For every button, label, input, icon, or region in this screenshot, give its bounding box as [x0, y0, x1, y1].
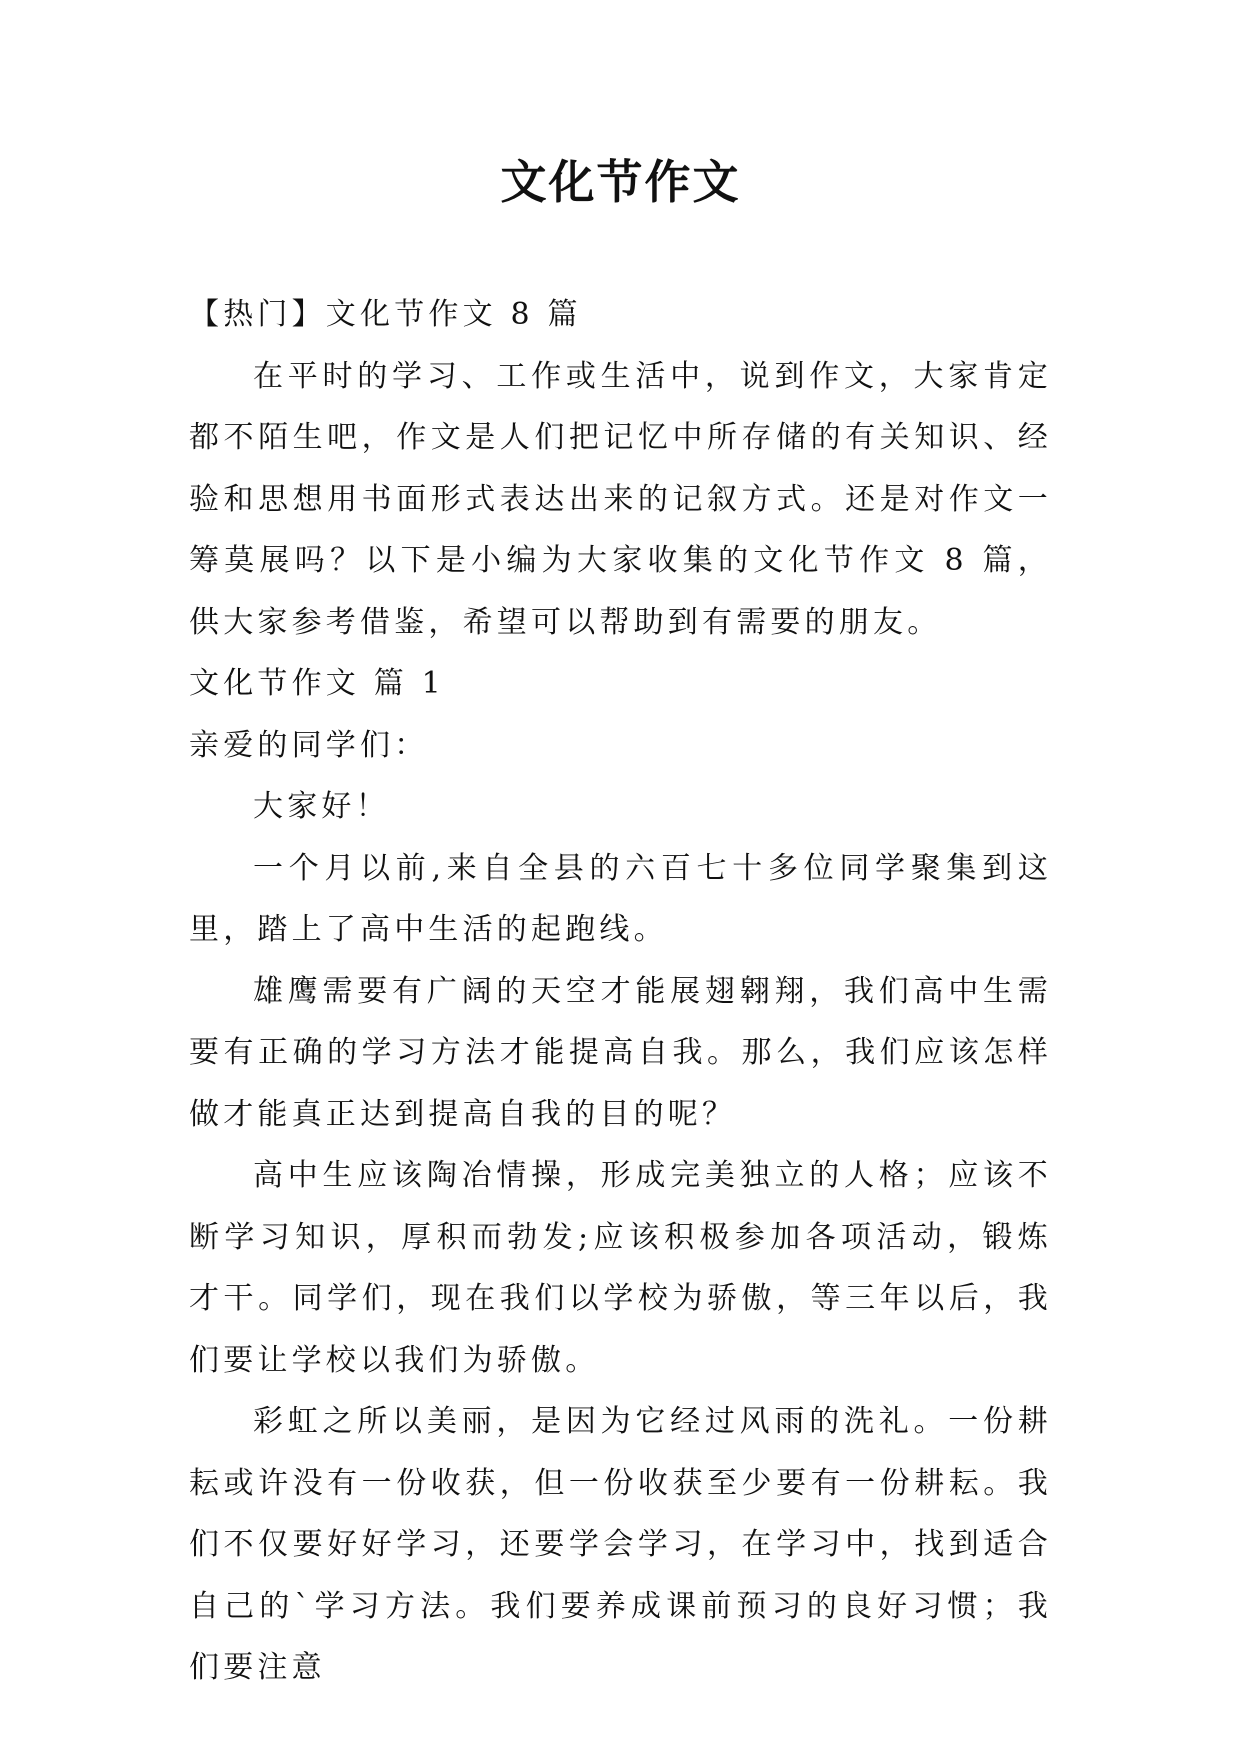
body-paragraph: 一个月以前,来自全县的六百七十多位同学聚集到这里，踏上了高中生活的起跑线。 — [189, 850, 1052, 947]
body-paragraph: 彩虹之所以美丽，是因为它经过风雨的洗礼。一份耕耘或许没有一份收获，但一份收获至少要有一份耕耘。我们不仅要好好学习，还要学会学习，在学习中，找到适合自己的`学习方法。我们要养成课前预习的良好习惯；我们要注意 — [189, 1404, 1052, 1685]
salutation: 亲爱的同学们： — [189, 727, 429, 763]
greeting: 大家好！ — [253, 789, 390, 824]
document-body — [189, 284, 1052, 1699]
body-paragraph: 雄鹰需要有广阔的天空才能展翅翱翔，我们高中生需要有正确的学习方法才能提高自我。那么，我们应该怎样做才能真正达到提高自我的目的呢？ — [189, 973, 1052, 1132]
section-title: 文化节作文 篇 1 — [189, 666, 445, 701]
document-title: 文化节作文 — [500, 155, 741, 209]
document-heading: 【热门】文化节作文 8 篇 — [189, 297, 582, 332]
intro-paragraph: 在平时的学习、工作或生活中，说到作文，大家肯定都不陌生吧，作文是人们把记忆中所存储的有关知识、经验和思想用书面形式表达出来的记叙方式。还是对作文一筹莫展吗？以下是小编为大家收集的文化节作文 8 篇，供大家参考借鉴，希望可以帮助到有需要的朋友。 — [189, 358, 1052, 640]
body-paragraph: 高中生应该陶冶情操，形成完美独立的人格；应该不断学习知识，厚积而勃发;应该积极参加各项活动，锻炼才干。同学们，现在我们以学校为骄傲，等三年以后，我们要让学校以我们为骄傲。 — [189, 1158, 1052, 1378]
